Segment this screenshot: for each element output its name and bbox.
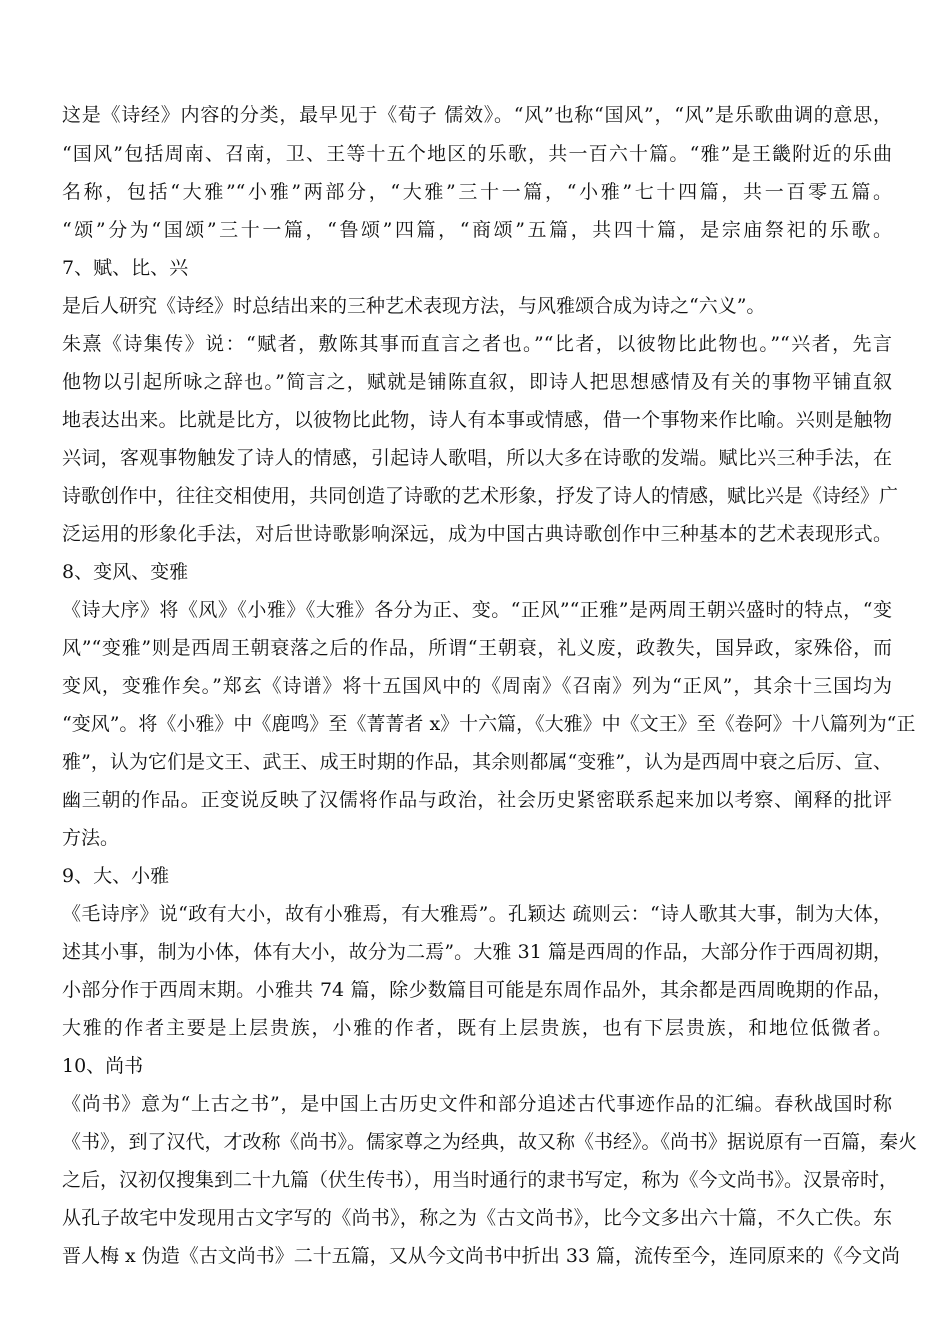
text-line: 名称，包括“大雅”“小雅”两部分，“大雅”三十一篇，“小雅”七十四篇，共一百零五篇。 bbox=[62, 181, 892, 203]
text-line: 《诗大序》将《风》《小雅》《大雅》各分为正、变。“正风”“正雅”是两周王朝兴盛时的特点，“变 bbox=[62, 599, 892, 621]
text-line: 述其小事，制为小体，体有大小，故分为二焉”。大雅 31 篇是西周的作品，大部分作于西周初期， bbox=[62, 941, 892, 963]
text-line: 诗歌创作中，往往交相使用，共同创造了诗歌的艺术形象，抒发了诗人的情感，赋比兴是《诗经》广 bbox=[62, 485, 899, 507]
text-line: 地表达出来。比就是比方，以彼物比此物，诗人有本事或情感，借一个事物来作比喻。兴则是触物 bbox=[62, 409, 892, 431]
text-line: 方法。 bbox=[62, 827, 120, 849]
text-line: 《毛诗序》说“政有大小，故有小雅焉，有大雅焉”。孔颖达 疏则云：“诗人歌其大事，制为大体， bbox=[62, 903, 892, 925]
text-line: 泛运用的形象化手法，对后世诗歌影响深远，成为中国古典诗歌创作中三种基本的艺术表现形式。 bbox=[62, 523, 892, 545]
text-line: 风”“变雅”则是西周王朝衰落之后的作品，所谓“王朝衰，礼义废，政教失，国异政，家殊俗，而 bbox=[62, 637, 892, 659]
text-line: 朱熹《诗集传》说：“赋者，敷陈其事而直言之者也。”“比者，以彼物比此物也。”“兴者，先言 bbox=[62, 333, 892, 355]
text-line: 《尚书》意为“上古之书”，是中国上古历史文件和部分追述古代事迹作品的汇编。春秋战国时称 bbox=[62, 1093, 892, 1115]
text-line: 变风，变雅作矣。”郑玄《诗谱》将十五国风中的《周南》《召南》列为“正风”，其余十三国均为 bbox=[62, 675, 892, 697]
text-line: 大雅的作者主要是上层贵族，小雅的作者，既有上层贵族，也有下层贵族，和地位低微者。 bbox=[62, 1017, 892, 1039]
text-line: 他物以引起所咏之辞也。”简言之，赋就是铺陈直叙，即诗人把思想感情及有关的事物平铺直叙 bbox=[62, 371, 892, 393]
text-line: 7、赋、比、兴 bbox=[62, 257, 189, 279]
text-line: 晋人梅 x 伪造《古文尚书》二十五篇，又从今文尚书中折出 33 篇，流传至今，连同原来的《今文尚 bbox=[62, 1245, 901, 1267]
text-line: 这是《诗经》内容的分类，最早见于《荀子 儒效》。“风”也称“国风”，“风”是乐歌曲调的意思， bbox=[62, 104, 892, 126]
text-line: 幽三朝的作品。正变说反映了汉儒将作品与政治，社会历史紧密联系起来加以考察、阐释的批评 bbox=[62, 789, 892, 811]
text-line: 兴词，客观事物触发了诗人的情感，引起诗人歌唱，所以大多在诗歌的发端。赋比兴三种手法，在 bbox=[62, 447, 892, 469]
text-line: 《书》，到了汉代，才改称《尚书》。儒家尊之为经典，故又称《书经》。《尚书》据说原有一百篇，秦火 bbox=[62, 1131, 918, 1153]
text-line: 8、变风、变雅 bbox=[62, 561, 189, 583]
text-line: 10、尚书 bbox=[62, 1055, 144, 1077]
text-line: “颂”分为“国颂”三十一篇，“鲁颂”四篇，“商颂”五篇，共四十篇，是宗庙祭祀的乐歌。 bbox=[62, 219, 892, 241]
text-line: 雅”，认为它们是文王、武王、成王时期的作品，其余则都属“变雅”，认为是西周中衰之后厉、宣、 bbox=[62, 751, 892, 773]
text-line: 9、大、小雅 bbox=[62, 865, 170, 887]
text-line: 是后人研究《诗经》时总结出来的三种艺术表现方法，与风雅颂合成为诗之“六义”。 bbox=[62, 295, 766, 317]
text-line: 之后，汉初仅搜集到二十九篇（伏生传书），用当时通行的隶书写定，称为《今文尚书》。汉景帝时， bbox=[62, 1169, 899, 1191]
text-line: 从孔子故宅中发现用古文字写的《尚书》，称之为《古文尚书》，比今文多出六十篇，不久亡佚。东 bbox=[62, 1207, 892, 1229]
text-line: “国风”包括周南、召南，卫、王等十五个地区的乐歌，共一百六十篇。“雅”是王畿附近的乐曲 bbox=[62, 143, 892, 165]
text-line: “变风”。将《小雅》中《鹿鸣》至《菁菁者 x》十六篇，《大雅》中《文王》至《卷阿》十八篇列为“正 bbox=[62, 713, 916, 735]
text-line: 小部分作于西周末期。小雅共 74 篇，除少数篇目可能是东周作品外，其余都是西周晚期的作品， bbox=[62, 979, 892, 1001]
